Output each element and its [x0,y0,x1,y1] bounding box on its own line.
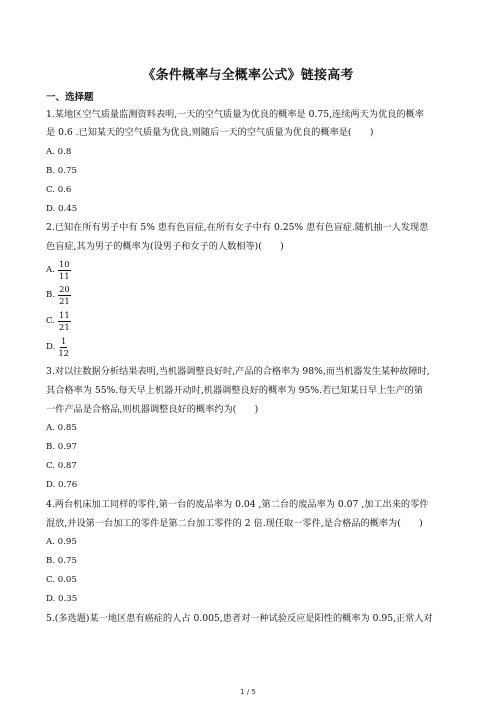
denominator: 21 [59,321,70,332]
q4-text-line-1: 4.两台机床加工同样的零件,第一台的废品率为 0.04 ,第二台的废品率为 0.07 ,加工出来的零件 [46,499,429,510]
q3-text-line-2: 其合格率为 55%.每天早上机器开动时,机器调整良好的概率为 95%.若已知某日早上生产的第 [46,385,424,396]
document-title: 《条件概率与全概率公式》链接高考 [142,68,354,83]
numerator: 20 [59,283,70,294]
q5-text-line-1: 5.(多选题)某一地区患有癌症的人占 0.005,患者对一种试验反应是阳性的概率为 0.95,正常人对 [46,613,433,624]
q1-text-line-2: 是 0.6 .已知某天的空气质量为优良,则随后一天的空气质量为优良的概率是( ) [46,127,374,138]
q2-option-c [46,310,71,332]
numerator: 1 [60,335,67,346]
q3-text-line-3: 一件产品是合格品,则机器调整良好的概率约为( ) [46,404,259,415]
denominator: 12 [58,347,69,358]
q3-option-a: A. 0.85 [46,423,77,433]
q3-option-c: C. 0.87 [46,461,77,471]
fraction [58,285,71,306]
q3-text-line-1: 3.对以往数据分析结果表明,当机器调整良好时,产品的合格率为 98%,而当机器发生某种故障时, [46,366,430,377]
q3-option-d: D. 0.76 [46,480,78,490]
q3-option-b: B. 0.97 [46,442,77,452]
q1-option-d: D. 0.45 [46,204,78,214]
q2-text-line-1: 2.已知在所有男子中有 5% 患有色盲症,在所有女子中有 0.25% 患有色盲症.随机抽一人发现患 [46,222,429,233]
q4-option-d: D. 0.35 [46,594,78,604]
q2-option-b [46,284,71,306]
q1-option-c: C. 0.6 [46,185,72,195]
numerator: 11 [59,309,70,320]
q2-option-d [46,336,69,358]
q1-option-b: B. 0.75 [46,166,77,176]
denominator: 21 [59,295,70,306]
q4-text-line-2: 混放,并设第一台加工的零件是第二台加工零件的 2 倍.现任取一零件,是合格品的概率为( ) [46,518,423,529]
q4-option-a: A. 0.95 [46,537,77,547]
option-label: D. [46,342,56,352]
q4-option-b: B. 0.75 [46,556,77,566]
numerator: 10 [58,258,70,269]
q4-option-c: C. 0.05 [46,575,77,585]
fraction [58,260,71,281]
page-number: 1 / 5 [240,688,256,696]
q1-text-line-1: 1.某地区空气质量监测资料表明,一天的空气质量为优良的概率是 0.75,连续两天为优良的概率 [46,109,424,120]
option-label: A. [46,265,55,275]
section-heading: 一、选择题 [46,92,94,103]
option-label: B. [46,290,56,300]
q1-option-a: A. 0.8 [46,147,72,157]
option-label: C. [46,316,56,326]
q2-option-a [46,259,71,281]
fraction [58,311,71,332]
q2-text-line-2: 色盲症,其为男子的概率为(设男子和女子的人数相等)( ) [46,241,284,252]
denominator: 11 [58,270,70,281]
fraction [58,337,69,358]
